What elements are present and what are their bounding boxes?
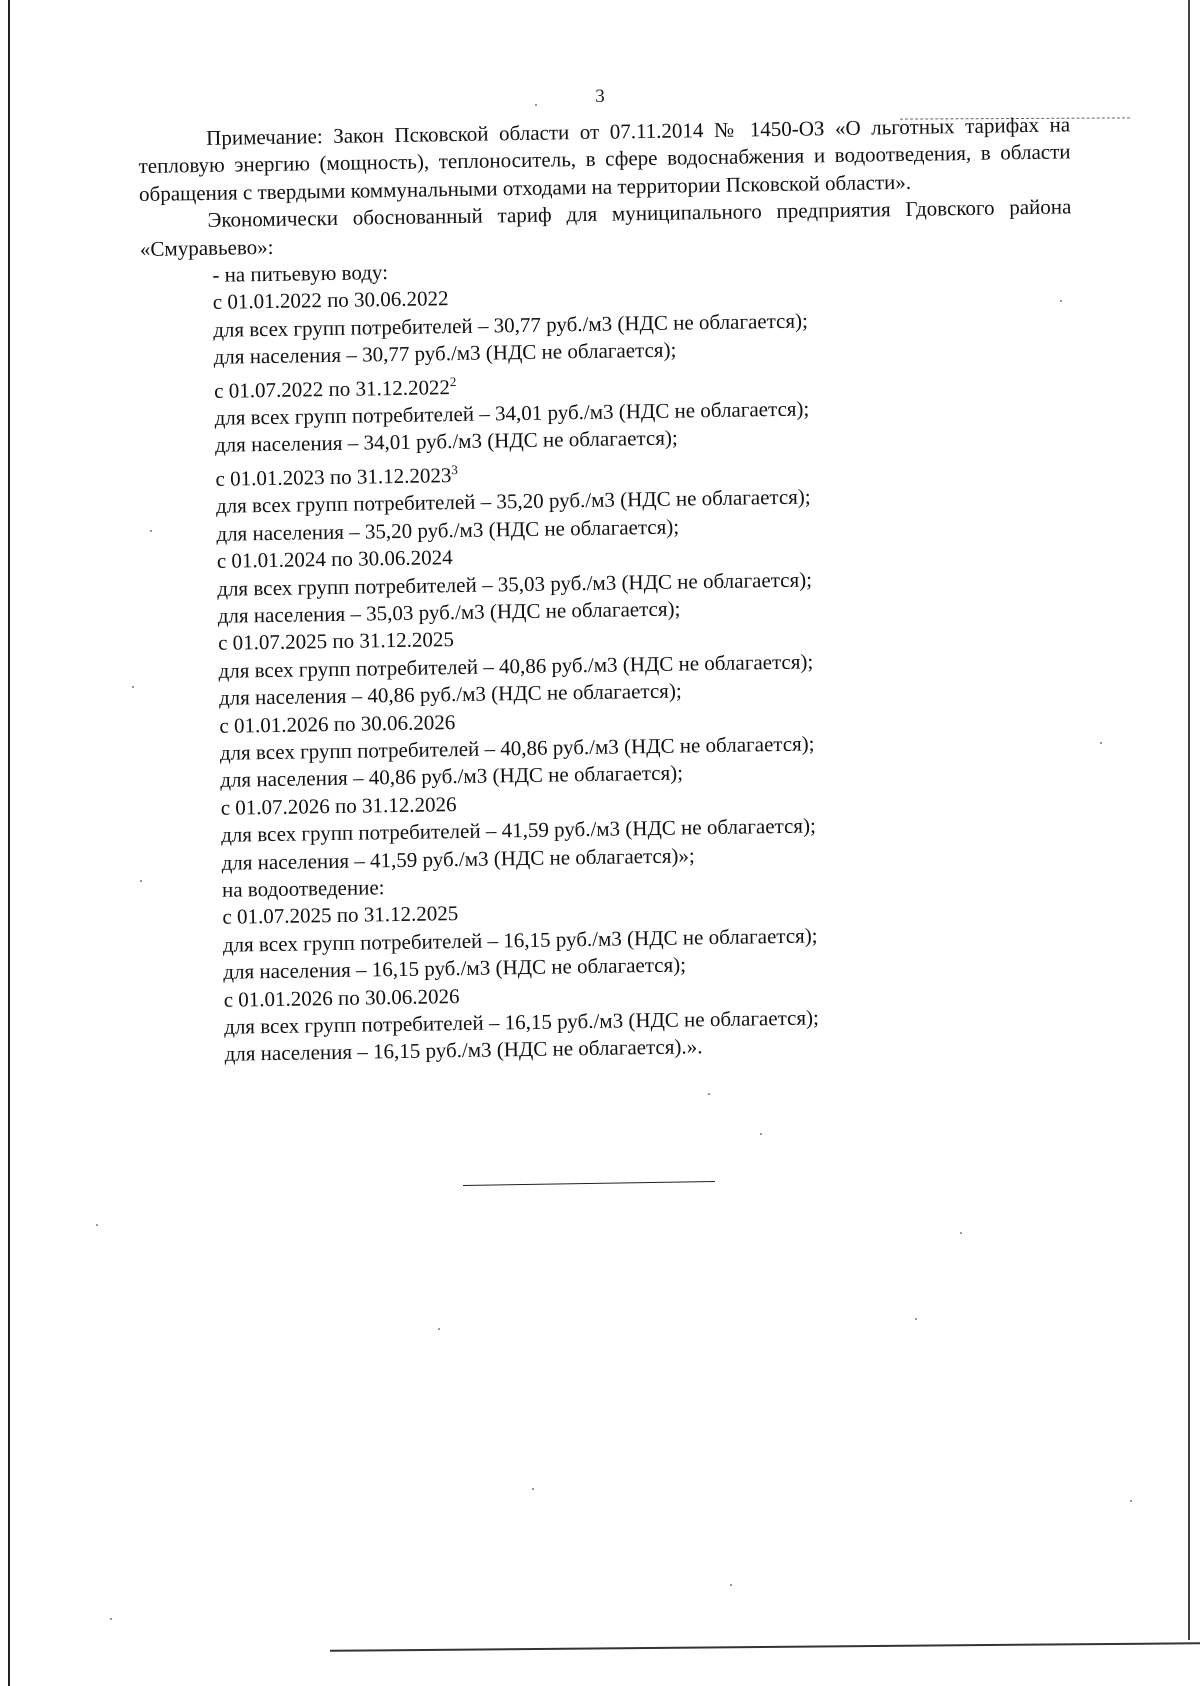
tariff-line-text: с 01.07.2022 по 31.12.2022 [213, 374, 451, 403]
footnote-marker: 3 [451, 461, 458, 477]
tariff-line-text: для населения – 34,01 руб./м3 (НДС не облагается); [214, 426, 678, 458]
scan-speck [960, 1232, 962, 1234]
footnote-marker: 2 [449, 373, 457, 389]
intro-paragraph: Экономически обоснованный тариф для муниципального предприятия Гдовского района «Смуравьево»: [139, 194, 1072, 261]
scan-speck [1130, 1500, 1132, 1502]
scan-speck [150, 530, 152, 532]
scan-speck [96, 1224, 98, 1226]
tariff-line-text: с 01.07.2026 по 31.12.2026 [220, 791, 457, 820]
scan-speck [708, 1093, 710, 1095]
tariff-line-text: с 01.07.2025 по 31.12.2025 [222, 901, 459, 930]
scan-speck [730, 1584, 732, 1586]
tariff-line-text: для всех групп потребителей – 35,20 руб./м3 (НДС не облагается); [215, 484, 811, 519]
tariff-line-text: с 01.01.2026 по 30.06.2026 [219, 709, 456, 738]
scan-speck [140, 880, 142, 882]
tariff-line-text: для населения – 16,15 руб./м3 (НДС не облагается); [223, 952, 687, 984]
tariff-line-text: с 01.01.2023 по 31.12.2023 [215, 462, 452, 491]
scan-speck [438, 1328, 440, 1330]
tariff-line-text: с 01.07.2025 по 31.12.2025 [217, 627, 455, 656]
document-body [138, 111, 1085, 1069]
tariff-line-text: для населения – 30,77 руб./м3 (НДС не облагается); [213, 337, 677, 370]
end-of-text-rule [463, 1181, 715, 1186]
page-number: 3 [595, 86, 605, 107]
tariff-line-text: для населения – 35,20 руб./м3 (НДС не облагается); [216, 514, 680, 546]
scan-speck [535, 104, 537, 106]
scan-speck [132, 686, 134, 688]
tariff-line-text: на водоотведение: [221, 875, 385, 902]
tariff-line-text: - на питьевую воду: [212, 260, 389, 287]
tariff-line-text: для всех групп потребителей – 30,77 руб./м3 (НДС не облагается); [213, 308, 809, 342]
tariff-line-text: для всех групп потребителей – 40,86 руб./м3 (НДС не облагается); [218, 649, 814, 683]
note-paragraph: Примечание: Закон Псковской области от 07.11.2014 № 1450-ОЗ «О льготных тарифах на тепловую энергию (мощность), теплоноситель, в сфере водоснабжения и водоотведения, в области обращения с твердыми коммунальными отходами на территории Псковской области». [138, 112, 1071, 206]
tariff-line-text: с 01.01.2024 по 30.06.2024 [216, 545, 453, 573]
tariff-line-text: с 01.01.2026 по 30.06.2026 [223, 983, 460, 1012]
tariff-line-text: для населения – 40,86 руб./м3 (НДС не облагается); [218, 678, 682, 710]
scan-edge-bottom [330, 1642, 1200, 1652]
tariff-list [140, 248, 1085, 1069]
tariff-line-text: для всех групп потребителей – 16,15 руб./м3 (НДС не облагается); [222, 923, 818, 957]
tariff-line-text: для всех групп потребителей – 40,86 руб./м3 (НДС не облагается); [219, 731, 815, 765]
scan-speck [532, 1488, 534, 1490]
scan-edge-right [1188, 0, 1190, 1640]
tariff-line-text: для всех групп потребителей – 35,03 руб./м3 (НДС не облагается); [217, 566, 813, 601]
scan-speck [760, 1133, 762, 1135]
tariff-line-text: для населения – 40,86 руб./м3 (НДС не облагается); [220, 760, 684, 793]
tariff-line-text: для населения – 16,15 руб./м3 (НДС не облагается).». [224, 1034, 703, 1067]
scan-edge-left [8, 0, 10, 1686]
tariff-line-text: для населения – 41,59 руб./м3 (НДС не облагается)»; [221, 842, 695, 875]
tariff-line-text: для всех групп потребителей – 16,15 руб./м3 (НДС не облагается); [223, 1005, 820, 1039]
scan-speck [110, 1618, 112, 1620]
scan-speck [915, 1318, 917, 1320]
scan-speck [1060, 300, 1062, 302]
tariff-line-text: для населения – 35,03 руб./м3 (НДС не облагается); [217, 596, 681, 628]
tariff-line-text: для всех групп потребителей – 41,59 руб./м3 (НДС не облагается); [220, 813, 817, 847]
tariff-line-text: для всех групп потребителей – 34,01 руб./м3 (НДС не облагается); [214, 396, 810, 430]
scan-speck [1100, 742, 1102, 744]
tariff-line-text: с 01.01.2022 по 30.06.2022 [212, 286, 449, 315]
